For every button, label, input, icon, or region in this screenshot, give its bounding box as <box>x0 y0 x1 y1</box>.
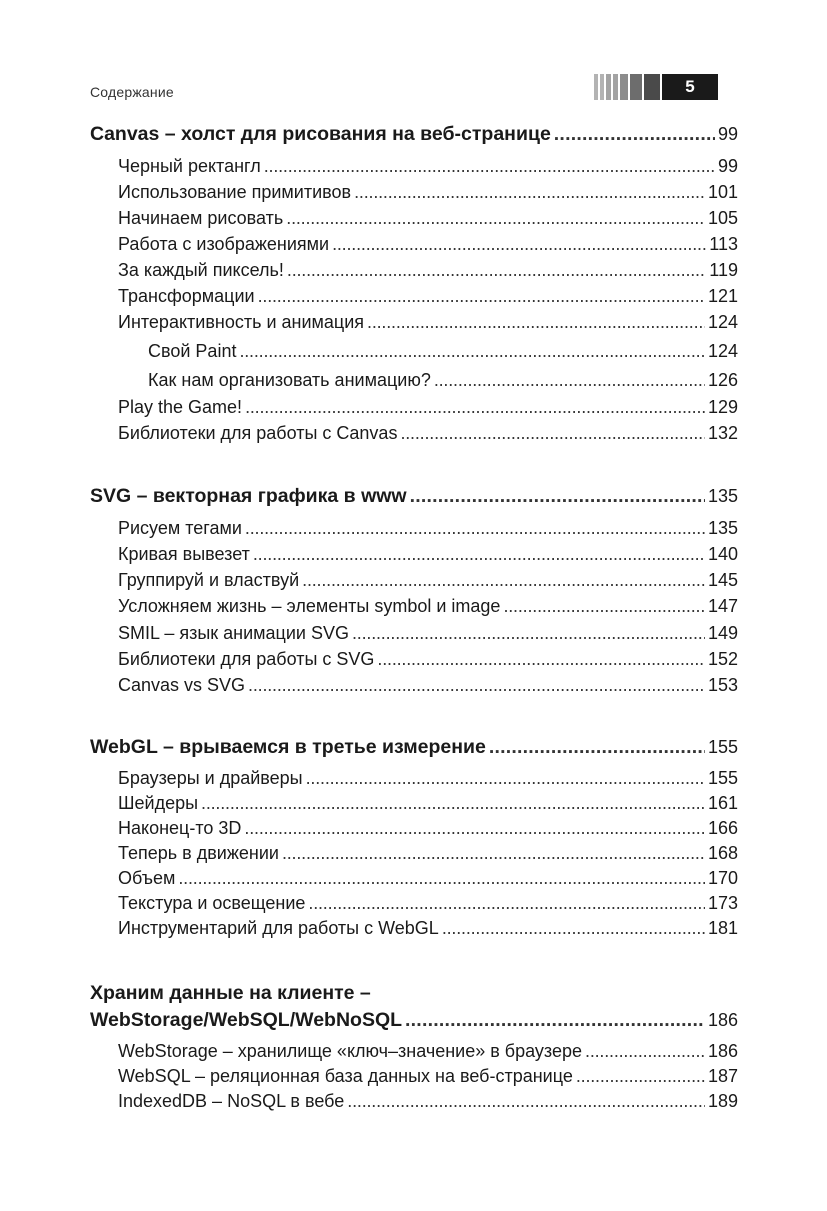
toc-leader-dots <box>245 518 705 539</box>
toc-subsection[interactable] <box>148 341 738 362</box>
toc-section[interactable] <box>118 768 738 789</box>
toc-section[interactable] <box>118 423 738 444</box>
toc-section[interactable] <box>118 818 738 839</box>
toc-leader-dots <box>554 123 715 146</box>
toc-entry-title: Библиотеки для работы с SVG <box>118 649 375 669</box>
toc-leader-dots <box>410 485 705 508</box>
toc-entry-page: 181 <box>707 918 738 938</box>
toc-entry-page: 166 <box>707 818 738 838</box>
header-bar-decoration <box>600 74 604 100</box>
toc-entry-page: 145 <box>707 570 738 590</box>
toc-entry-page: 173 <box>707 893 738 913</box>
toc-section[interactable] <box>118 918 738 939</box>
toc-entry-title: SMIL – язык анимации SVG <box>118 623 349 643</box>
toc-entry-page: 155 <box>707 768 738 788</box>
toc-entry-page: 126 <box>707 370 738 390</box>
toc-section[interactable] <box>118 1066 738 1087</box>
toc-entry-page: 186 <box>707 1010 738 1030</box>
toc-section[interactable] <box>118 793 738 814</box>
toc-leader-dots <box>400 423 705 444</box>
header-bar-decoration <box>613 74 618 100</box>
toc-entry-title: Инструментарий для работы с WebGL <box>118 918 439 938</box>
toc-entry-page: 186 <box>707 1041 738 1061</box>
toc-entry-page: 113 <box>709 234 738 254</box>
toc-entry-title: WebStorage/WebSQL/WebNoSQL <box>90 1009 403 1031</box>
toc-entry-title: Использование примитивов <box>118 182 352 202</box>
toc-entry-page: 121 <box>707 286 738 306</box>
toc-entry-title: Браузеры и драйверы <box>118 768 303 788</box>
toc-section[interactable] <box>118 518 738 539</box>
toc-leader-dots <box>244 818 705 839</box>
toc-section[interactable] <box>118 649 738 670</box>
toc-chapter-title-line[interactable]: Храним данные на клиенте – <box>90 982 371 1004</box>
toc-leader-dots <box>576 1066 705 1087</box>
header-bar-decoration <box>630 74 642 100</box>
page-number-badge <box>594 74 718 100</box>
toc-entry-title: Шейдеры <box>118 793 199 813</box>
toc-entry-page: 132 <box>707 423 738 443</box>
toc-entry-title: Объем <box>118 868 176 888</box>
toc-chapter[interactable] <box>90 736 738 759</box>
toc-leader-dots <box>503 596 705 617</box>
toc-entry-page: 147 <box>707 596 738 616</box>
toc-entry-title: Как нам организовать анимацию? <box>148 370 431 390</box>
toc-entry-title: Теперь в движении <box>118 843 279 863</box>
toc-entry-page: 99 <box>717 156 738 176</box>
toc-entry-title: Начинаем рисовать <box>118 208 284 228</box>
toc-leader-dots <box>287 260 706 281</box>
toc-section[interactable] <box>118 156 738 177</box>
toc-section[interactable] <box>118 260 738 281</box>
toc-entry-page: 124 <box>707 341 738 361</box>
toc-leader-dots <box>405 1009 705 1032</box>
toc-entry-title: Черный ректангл <box>118 156 261 176</box>
toc-leader-dots <box>308 893 705 914</box>
toc-section[interactable] <box>118 208 738 229</box>
toc-entry-title: WebSQL – реляционная база данных на веб-странице <box>118 1066 573 1086</box>
toc-entry-title: Свой Paint <box>148 341 237 361</box>
toc-leader-dots <box>306 768 705 789</box>
toc-entry-title: Canvas vs SVG <box>118 675 246 695</box>
toc-entry-title: Интерактивность и анимация <box>118 312 365 332</box>
toc-leader-dots <box>248 675 705 696</box>
toc-leader-dots <box>282 843 705 864</box>
toc-entry-title: Группируй и властвуй <box>118 570 300 590</box>
toc-entry-page: 152 <box>707 649 738 669</box>
toc-entry-page: 187 <box>707 1066 738 1086</box>
toc-leader-dots <box>178 868 705 889</box>
toc-entry-page: 135 <box>707 486 738 506</box>
toc-leader-dots <box>489 736 705 759</box>
page-number: 5 <box>662 74 718 100</box>
toc-leader-dots <box>434 370 705 391</box>
toc-entry-page: 161 <box>707 793 738 813</box>
toc-entry-page: 153 <box>707 675 738 695</box>
toc-section[interactable] <box>118 868 738 889</box>
toc-entry-title: IndexedDB – NoSQL в вебе <box>118 1091 345 1111</box>
toc-leader-dots <box>352 623 705 644</box>
toc-leader-dots <box>302 570 705 591</box>
toc-entry-title: Наконец-то 3D <box>118 818 242 838</box>
header-bar-decoration <box>594 74 598 100</box>
toc-entry-page: 101 <box>707 182 738 202</box>
toc-chapter[interactable] <box>90 123 738 146</box>
toc-entry-title: WebGL – врываемся в третье измерение <box>90 736 486 758</box>
toc-section[interactable] <box>118 312 738 333</box>
toc-leader-dots <box>442 918 705 939</box>
toc-section[interactable] <box>118 286 738 307</box>
toc-section[interactable] <box>118 544 738 565</box>
toc-entry-page: 119 <box>709 260 738 280</box>
toc-leader-dots <box>377 649 705 670</box>
toc-entry-title: SVG – векторная графика в www <box>90 485 407 507</box>
toc-entry-page: 124 <box>707 312 738 332</box>
toc-leader-dots <box>347 1091 705 1112</box>
toc-leader-dots <box>239 341 705 362</box>
toc-entry-page: 135 <box>707 518 738 538</box>
toc-leader-dots <box>585 1041 705 1062</box>
header-bar-decoration <box>606 74 611 100</box>
toc-entry-title: WebStorage – хранилище «ключ–значение» в браузере <box>118 1041 583 1061</box>
toc-entry-title: Canvas – холст для рисования на веб-странице <box>90 123 551 145</box>
toc-entry-title: Рисуем тегами <box>118 518 242 538</box>
header-bar-decoration <box>620 74 628 100</box>
toc-section[interactable] <box>118 893 738 914</box>
toc-entry-title: Play the Game! <box>118 397 243 417</box>
toc-leader-dots <box>253 544 705 565</box>
toc-entry-title: Кривая вывезет <box>118 544 250 564</box>
running-header-section: Содержание <box>90 84 174 100</box>
toc-entry-title: Работа с изображениями <box>118 234 330 254</box>
toc-subsection[interactable] <box>148 370 738 391</box>
toc-section[interactable] <box>118 234 738 255</box>
toc-entry-page: 189 <box>707 1091 738 1111</box>
toc-entry-page: 105 <box>707 208 738 228</box>
toc-entry-page: 149 <box>707 623 738 643</box>
toc-leader-dots <box>245 397 705 418</box>
toc-leader-dots <box>201 793 705 814</box>
toc-section[interactable] <box>118 623 738 644</box>
toc-leader-dots <box>367 312 705 333</box>
toc-leader-dots <box>258 286 705 307</box>
toc-leader-dots <box>332 234 706 255</box>
toc-entry-page: 99 <box>717 124 738 144</box>
toc-entry-title: За каждый пиксель! <box>118 260 284 280</box>
toc-entry-page: 129 <box>707 397 738 417</box>
toc-entry-page: 140 <box>707 544 738 564</box>
toc-entry-title: Текстура и освещение <box>118 893 306 913</box>
toc-section[interactable] <box>118 1091 738 1112</box>
toc-section[interactable] <box>118 843 738 864</box>
toc-entry-title: Трансформации <box>118 286 255 306</box>
header-bar-decoration <box>644 74 660 100</box>
toc-section[interactable] <box>118 570 738 591</box>
toc-entry-title: Усложняем жизнь – элементы symbol и image <box>118 596 501 616</box>
toc-section[interactable] <box>118 397 738 418</box>
toc-leader-dots <box>286 208 705 229</box>
toc-section[interactable] <box>118 596 738 617</box>
toc-entry-page: 170 <box>707 868 738 888</box>
toc-entry-page: 168 <box>707 843 738 863</box>
toc-chapter[interactable] <box>90 485 738 508</box>
toc-entry-page: 155 <box>707 737 738 757</box>
toc-section[interactable] <box>118 182 738 203</box>
toc-section[interactable] <box>118 1041 738 1062</box>
toc-entry-title: Библиотеки для работы с Canvas <box>118 423 398 443</box>
toc-leader-dots <box>354 182 705 203</box>
toc-section[interactable] <box>118 675 738 696</box>
toc-leader-dots <box>264 156 715 177</box>
toc-chapter[interactable] <box>90 1009 738 1032</box>
